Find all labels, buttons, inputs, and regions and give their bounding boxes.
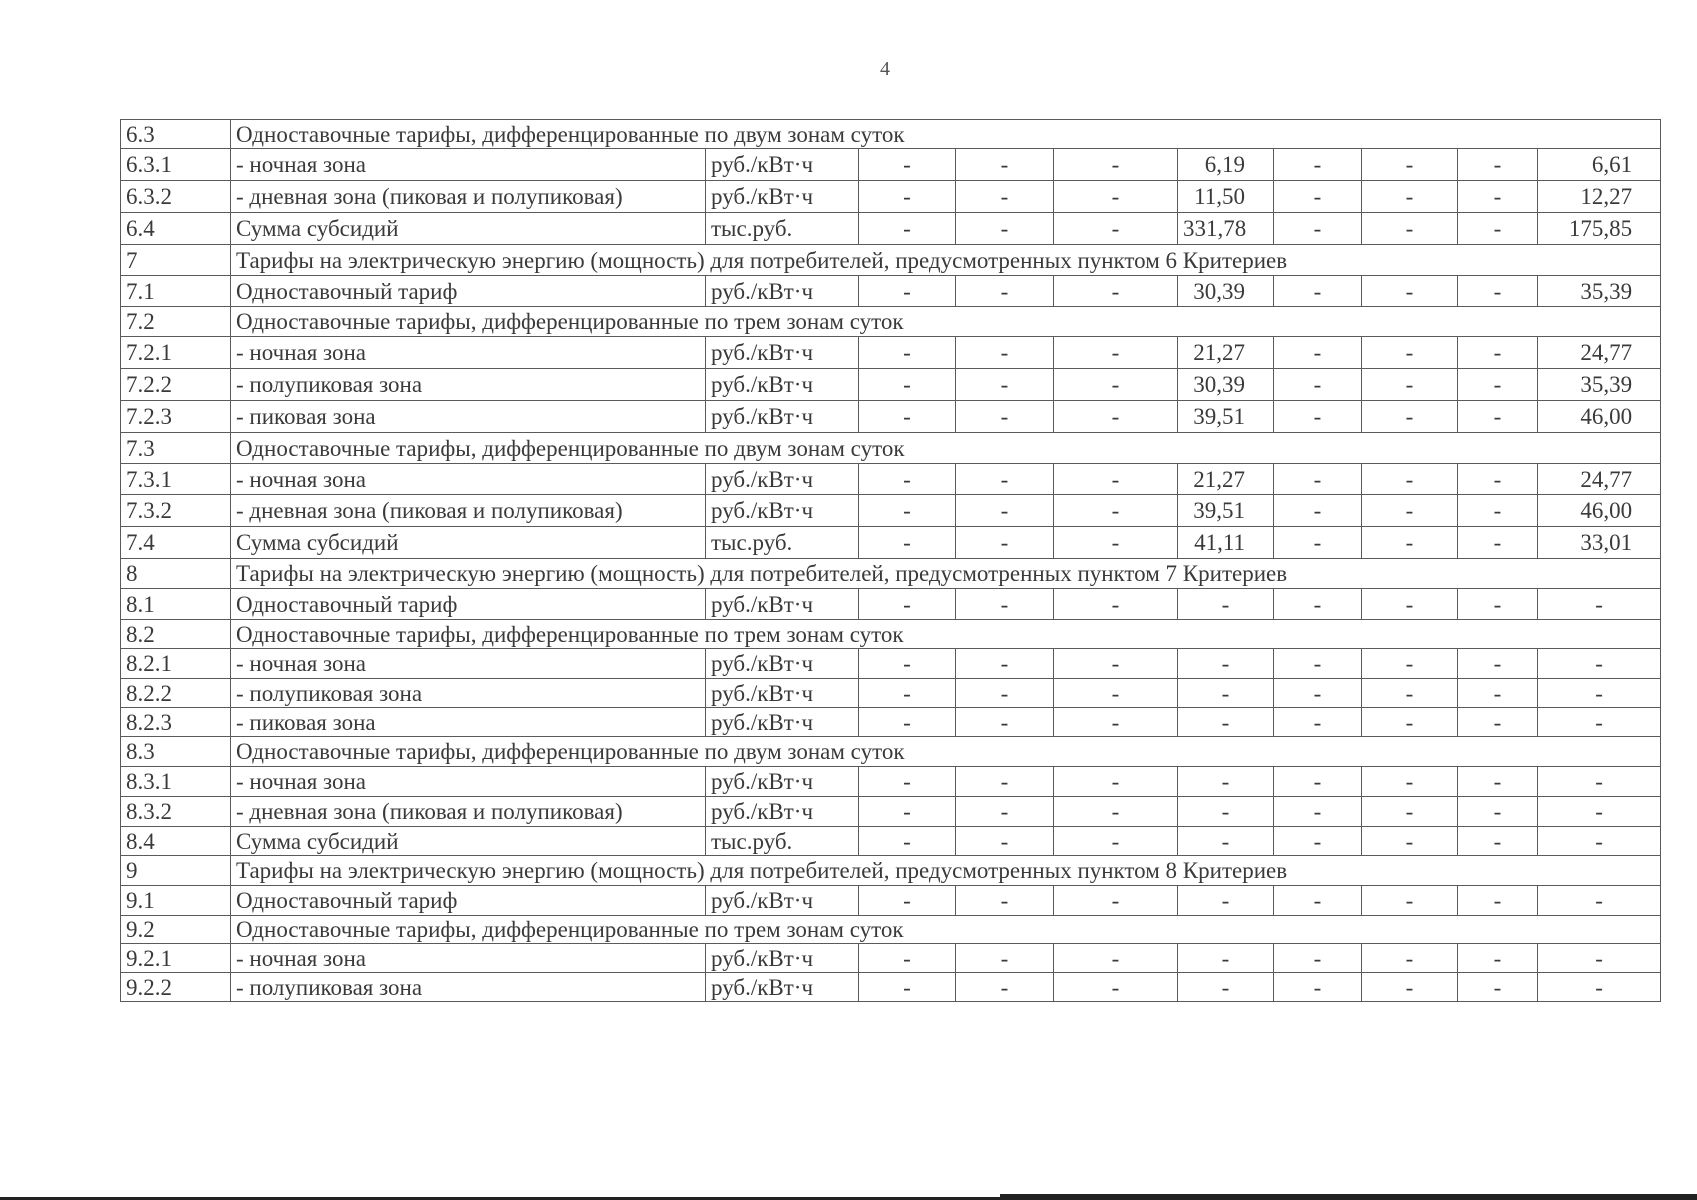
row-title: - ночная зона xyxy=(231,767,706,797)
value-cell: 30,39 xyxy=(1178,276,1274,307)
value-cell: - xyxy=(1054,276,1178,307)
value-cell: - xyxy=(859,649,956,679)
row-number: 7.3.2 xyxy=(121,495,231,527)
row-title: - ночная зона xyxy=(231,649,706,679)
value-cell: - xyxy=(956,973,1054,1002)
table-row xyxy=(121,589,1661,620)
row-number: 7.2.1 xyxy=(121,337,231,369)
unit-cell: руб./кВт·ч xyxy=(706,944,859,973)
unit-cell: руб./кВт·ч xyxy=(706,649,859,679)
value-cell: - xyxy=(859,708,956,737)
value-cell: 11,50 xyxy=(1178,181,1274,213)
value-cell: - xyxy=(1054,213,1178,245)
value-cell: 12,27 xyxy=(1538,181,1661,213)
value-cell: - xyxy=(1274,213,1362,245)
row-number: 9.2.1 xyxy=(121,944,231,973)
section-header-row xyxy=(121,916,1661,944)
value-cell: - xyxy=(1362,708,1458,737)
section-title: Тарифы на электрическую энергию (мощность) для потребителей, предусмотренных пунктом 7 Критериев xyxy=(231,559,1661,589)
row-title: - пиковая зона xyxy=(231,401,706,433)
value-cell: 39,51 xyxy=(1178,401,1274,433)
row-number: 6.3.1 xyxy=(121,149,231,181)
value-cell: - xyxy=(859,767,956,797)
unit-cell: руб./кВт·ч xyxy=(706,797,859,827)
value-cell: - xyxy=(1362,495,1458,527)
row-number: 8 xyxy=(121,559,231,589)
value-cell: 30,39 xyxy=(1178,369,1274,401)
value-cell: - xyxy=(1178,827,1274,856)
value-cell: - xyxy=(1054,337,1178,369)
value-cell: - xyxy=(859,495,956,527)
value-cell: - xyxy=(859,944,956,973)
unit-cell: тыс.руб. xyxy=(706,827,859,856)
row-number: 7.3.1 xyxy=(121,464,231,495)
row-number: 8.3.2 xyxy=(121,797,231,827)
value-cell: - xyxy=(1538,827,1661,856)
row-title: Одноставочный тариф xyxy=(231,886,706,916)
row-title: Сумма субсидий xyxy=(231,213,706,245)
value-cell: - xyxy=(1274,464,1362,495)
row-number: 9.1 xyxy=(121,886,231,916)
table-row xyxy=(121,369,1661,401)
value-cell: - xyxy=(956,337,1054,369)
value-cell: - xyxy=(1054,708,1178,737)
value-cell: - xyxy=(1362,464,1458,495)
value-cell: - xyxy=(1274,827,1362,856)
value-cell: - xyxy=(1362,886,1458,916)
value-cell: 21,27 xyxy=(1178,464,1274,495)
value-cell: - xyxy=(1362,679,1458,708)
unit-cell: руб./кВт·ч xyxy=(706,464,859,495)
section-title: Одноставочные тарифы, дифференцированные по двум зонам суток xyxy=(231,737,1661,767)
value-cell: - xyxy=(1054,589,1178,620)
row-number: 6.3 xyxy=(121,120,231,149)
value-cell: - xyxy=(1362,181,1458,213)
table-row xyxy=(121,213,1661,245)
value-cell: - xyxy=(956,213,1054,245)
value-cell: 24,77 xyxy=(1538,337,1661,369)
value-cell: - xyxy=(956,401,1054,433)
section-title: Одноставочные тарифы, дифференцированные по трем зонам суток xyxy=(231,307,1661,337)
value-cell: - xyxy=(1458,369,1538,401)
row-number: 9.2.2 xyxy=(121,973,231,1002)
value-cell: - xyxy=(859,181,956,213)
value-cell: - xyxy=(1054,527,1178,559)
value-cell: - xyxy=(1458,337,1538,369)
table-row xyxy=(121,527,1661,559)
value-cell: - xyxy=(1054,944,1178,973)
section-header-row xyxy=(121,120,1661,149)
unit-cell: руб./кВт·ч xyxy=(706,369,859,401)
value-cell: - xyxy=(1178,767,1274,797)
value-cell: - xyxy=(1054,181,1178,213)
value-cell: - xyxy=(1538,679,1661,708)
value-cell: - xyxy=(1458,527,1538,559)
value-cell: - xyxy=(859,369,956,401)
value-cell: - xyxy=(859,886,956,916)
unit-cell: руб./кВт·ч xyxy=(706,589,859,620)
table-row xyxy=(121,181,1661,213)
value-cell: - xyxy=(859,337,956,369)
value-cell: - xyxy=(1362,827,1458,856)
section-header-row xyxy=(121,620,1661,649)
row-title: Сумма субсидий xyxy=(231,527,706,559)
value-cell: - xyxy=(1362,337,1458,369)
table-row xyxy=(121,464,1661,495)
value-cell: - xyxy=(1362,149,1458,181)
table-row xyxy=(121,495,1661,527)
value-cell: - xyxy=(1538,708,1661,737)
section-title: Одноставочные тарифы, дифференцированные по двум зонам суток xyxy=(231,433,1661,464)
value-cell: - xyxy=(1458,649,1538,679)
row-title: - дневная зона (пиковая и полупиковая) xyxy=(231,495,706,527)
scan-edge-line xyxy=(1000,1194,1697,1197)
value-cell: - xyxy=(1458,679,1538,708)
value-cell: - xyxy=(1178,973,1274,1002)
unit-cell: руб./кВт·ч xyxy=(706,401,859,433)
value-cell: - xyxy=(956,944,1054,973)
row-number: 8.2 xyxy=(121,620,231,649)
value-cell: - xyxy=(1362,767,1458,797)
value-cell: - xyxy=(1362,276,1458,307)
row-title: - полупиковая зона xyxy=(231,973,706,1002)
value-cell: - xyxy=(1458,973,1538,1002)
unit-cell: руб./кВт·ч xyxy=(706,708,859,737)
value-cell: 46,00 xyxy=(1538,495,1661,527)
value-cell: - xyxy=(1054,495,1178,527)
value-cell: - xyxy=(1538,973,1661,1002)
value-cell: 33,01 xyxy=(1538,527,1661,559)
value-cell: - xyxy=(1538,886,1661,916)
value-cell: 6,61 xyxy=(1538,149,1661,181)
unit-cell: руб./кВт·ч xyxy=(706,149,859,181)
value-cell: - xyxy=(956,886,1054,916)
value-cell: - xyxy=(956,464,1054,495)
value-cell: 41,11 xyxy=(1178,527,1274,559)
row-title: - полупиковая зона xyxy=(231,679,706,708)
value-cell: - xyxy=(1274,181,1362,213)
value-cell: - xyxy=(956,369,1054,401)
row-number: 7.3 xyxy=(121,433,231,464)
value-cell: 35,39 xyxy=(1538,276,1661,307)
value-cell: - xyxy=(1274,527,1362,559)
section-header-row xyxy=(121,559,1661,589)
section-header-row xyxy=(121,307,1661,337)
value-cell: - xyxy=(1274,973,1362,1002)
table-row xyxy=(121,767,1661,797)
value-cell: - xyxy=(1054,679,1178,708)
table-row xyxy=(121,679,1661,708)
row-title: - дневная зона (пиковая и полупиковая) xyxy=(231,797,706,827)
value-cell: - xyxy=(1458,767,1538,797)
row-title: Сумма субсидий xyxy=(231,827,706,856)
value-cell: - xyxy=(956,495,1054,527)
row-number: 6.3.2 xyxy=(121,181,231,213)
section-header-row xyxy=(121,245,1661,276)
value-cell: - xyxy=(1458,797,1538,827)
row-title: - ночная зона xyxy=(231,337,706,369)
row-number: 8.2.1 xyxy=(121,649,231,679)
value-cell: - xyxy=(1178,649,1274,679)
value-cell: 24,77 xyxy=(1538,464,1661,495)
row-title: - пиковая зона xyxy=(231,708,706,737)
value-cell: - xyxy=(1178,797,1274,827)
value-cell: - xyxy=(1362,369,1458,401)
value-cell: - xyxy=(859,276,956,307)
value-cell: - xyxy=(1458,213,1538,245)
value-cell: - xyxy=(1054,767,1178,797)
value-cell: - xyxy=(956,679,1054,708)
value-cell: - xyxy=(1178,679,1274,708)
unit-cell: руб./кВт·ч xyxy=(706,181,859,213)
section-title: Одноставочные тарифы, дифференцированные по трем зонам суток xyxy=(231,620,1661,649)
value-cell: - xyxy=(1362,649,1458,679)
row-number: 7.2.3 xyxy=(121,401,231,433)
value-cell: - xyxy=(1538,649,1661,679)
table-row xyxy=(121,149,1661,181)
value-cell: 35,39 xyxy=(1538,369,1661,401)
value-cell: - xyxy=(1458,708,1538,737)
section-header-row xyxy=(121,433,1661,464)
table-row xyxy=(121,973,1661,1002)
value-cell: - xyxy=(1362,213,1458,245)
value-cell: - xyxy=(1054,886,1178,916)
value-cell: - xyxy=(1538,944,1661,973)
value-cell: - xyxy=(1274,495,1362,527)
value-cell: - xyxy=(1054,369,1178,401)
value-cell: - xyxy=(1458,181,1538,213)
section-title: Одноставочные тарифы, дифференцированные по двум зонам суток xyxy=(231,120,1661,149)
value-cell: 21,27 xyxy=(1178,337,1274,369)
unit-cell: тыс.руб. xyxy=(706,213,859,245)
value-cell: - xyxy=(956,827,1054,856)
unit-cell: руб./кВт·ч xyxy=(706,337,859,369)
tariff-table-body xyxy=(121,120,1661,1002)
row-title: - ночная зона xyxy=(231,149,706,181)
section-header-row xyxy=(121,737,1661,767)
value-cell: - xyxy=(1274,797,1362,827)
value-cell: - xyxy=(1274,401,1362,433)
value-cell: - xyxy=(1458,464,1538,495)
row-number: 7 xyxy=(121,245,231,276)
row-number: 7.2 xyxy=(121,307,231,337)
value-cell: - xyxy=(1362,589,1458,620)
value-cell: 175,85 xyxy=(1538,213,1661,245)
value-cell: - xyxy=(1362,527,1458,559)
value-cell: - xyxy=(956,589,1054,620)
value-cell: - xyxy=(1274,276,1362,307)
row-title: - ночная зона xyxy=(231,464,706,495)
value-cell: - xyxy=(956,797,1054,827)
row-title: - дневная зона (пиковая и полупиковая) xyxy=(231,181,706,213)
value-cell: - xyxy=(1054,464,1178,495)
value-cell: - xyxy=(1054,649,1178,679)
value-cell: - xyxy=(1274,369,1362,401)
table-row xyxy=(121,886,1661,916)
value-cell: - xyxy=(1458,944,1538,973)
row-number: 8.2.2 xyxy=(121,679,231,708)
value-cell: - xyxy=(1054,827,1178,856)
value-cell: - xyxy=(1054,149,1178,181)
value-cell: - xyxy=(1054,973,1178,1002)
value-cell: - xyxy=(1538,797,1661,827)
value-cell: - xyxy=(859,149,956,181)
row-title: - ночная зона xyxy=(231,944,706,973)
value-cell: - xyxy=(956,527,1054,559)
section-title: Одноставочные тарифы, дифференцированные по трем зонам суток xyxy=(231,916,1661,944)
value-cell: - xyxy=(1178,708,1274,737)
row-number: 7.4 xyxy=(121,527,231,559)
unit-cell: тыс.руб. xyxy=(706,527,859,559)
row-title: Одноставочный тариф xyxy=(231,589,706,620)
table-row xyxy=(121,944,1661,973)
unit-cell: руб./кВт·ч xyxy=(706,679,859,708)
table-row xyxy=(121,708,1661,737)
value-cell: - xyxy=(1458,149,1538,181)
value-cell: 6,19 xyxy=(1178,149,1274,181)
table-row xyxy=(121,649,1661,679)
unit-cell: руб./кВт·ч xyxy=(706,973,859,1002)
row-number: 9 xyxy=(121,856,231,886)
value-cell: - xyxy=(956,181,1054,213)
value-cell: - xyxy=(956,708,1054,737)
value-cell: - xyxy=(1362,401,1458,433)
value-cell: - xyxy=(859,797,956,827)
value-cell: - xyxy=(1274,337,1362,369)
value-cell: - xyxy=(1054,797,1178,827)
value-cell: - xyxy=(1538,767,1661,797)
unit-cell: руб./кВт·ч xyxy=(706,495,859,527)
section-title: Тарифы на электрическую энергию (мощность) для потребителей, предусмотренных пунктом 6 Критериев xyxy=(231,245,1661,276)
value-cell: - xyxy=(859,527,956,559)
value-cell: - xyxy=(1458,276,1538,307)
row-number: 8.3 xyxy=(121,737,231,767)
value-cell: - xyxy=(1178,944,1274,973)
row-number: 7.1 xyxy=(121,276,231,307)
value-cell: - xyxy=(859,589,956,620)
unit-cell: руб./кВт·ч xyxy=(706,886,859,916)
table-row xyxy=(121,827,1661,856)
value-cell: - xyxy=(1274,679,1362,708)
table-row xyxy=(121,337,1661,369)
row-number: 7.2.2 xyxy=(121,369,231,401)
value-cell: 46,00 xyxy=(1538,401,1661,433)
value-cell: - xyxy=(1362,797,1458,827)
value-cell: - xyxy=(1274,149,1362,181)
value-cell: - xyxy=(1458,886,1538,916)
value-cell: - xyxy=(1274,886,1362,916)
value-cell: - xyxy=(956,149,1054,181)
value-cell: - xyxy=(1362,944,1458,973)
value-cell: - xyxy=(859,679,956,708)
row-number: 8.1 xyxy=(121,589,231,620)
unit-cell: руб./кВт·ч xyxy=(706,767,859,797)
value-cell: - xyxy=(859,464,956,495)
value-cell: - xyxy=(1458,827,1538,856)
value-cell: 331,78 xyxy=(1178,213,1274,245)
value-cell: 39,51 xyxy=(1178,495,1274,527)
unit-cell: руб./кВт·ч xyxy=(706,276,859,307)
value-cell: - xyxy=(1274,767,1362,797)
table-row xyxy=(121,797,1661,827)
row-number: 9.2 xyxy=(121,916,231,944)
value-cell: - xyxy=(1054,401,1178,433)
value-cell: - xyxy=(956,767,1054,797)
value-cell: - xyxy=(1178,589,1274,620)
value-cell: - xyxy=(956,649,1054,679)
value-cell: - xyxy=(859,401,956,433)
row-number: 8.2.3 xyxy=(121,708,231,737)
value-cell: - xyxy=(1274,708,1362,737)
page-number: 4 xyxy=(880,58,890,80)
value-cell: - xyxy=(859,213,956,245)
section-title: Тарифы на электрическую энергию (мощность) для потребителей, предусмотренных пунктом 8 Критериев xyxy=(231,856,1661,886)
value-cell: - xyxy=(1274,589,1362,620)
value-cell: - xyxy=(1274,649,1362,679)
value-cell: - xyxy=(1458,495,1538,527)
table-row xyxy=(121,401,1661,433)
row-number: 6.4 xyxy=(121,213,231,245)
value-cell: - xyxy=(1274,944,1362,973)
value-cell: - xyxy=(1178,886,1274,916)
tariff-table xyxy=(120,119,1661,1002)
value-cell: - xyxy=(1538,589,1661,620)
row-number: 8.4 xyxy=(121,827,231,856)
value-cell: - xyxy=(956,276,1054,307)
value-cell: - xyxy=(859,973,956,1002)
value-cell: - xyxy=(1458,589,1538,620)
section-header-row xyxy=(121,856,1661,886)
table-row xyxy=(121,276,1661,307)
row-number: 8.3.1 xyxy=(121,767,231,797)
row-title: - полупиковая зона xyxy=(231,369,706,401)
value-cell: - xyxy=(1362,973,1458,1002)
value-cell: - xyxy=(1458,401,1538,433)
value-cell: - xyxy=(859,827,956,856)
row-title: Одноставочный тариф xyxy=(231,276,706,307)
